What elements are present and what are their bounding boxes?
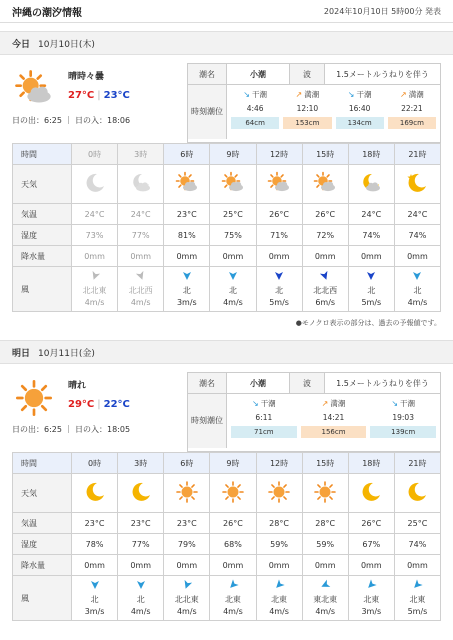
sun-cloud-icon bbox=[267, 188, 291, 197]
precipitation-row bbox=[13, 246, 441, 267]
tide-name-label: 潮名 bbox=[188, 373, 227, 393]
sun-cloud-icon bbox=[313, 188, 337, 197]
humidity-cell: 73% bbox=[72, 225, 118, 246]
temp-separator: | bbox=[97, 399, 101, 410]
hour-cell: 3時 bbox=[118, 453, 164, 474]
high-temp: 27°C bbox=[68, 90, 95, 101]
humidity-cell: 77% bbox=[118, 225, 164, 246]
humidity-cell: 77% bbox=[118, 534, 164, 555]
humidity-row bbox=[13, 225, 441, 246]
tide-event bbox=[301, 398, 367, 448]
wind-direction: 北東 bbox=[363, 594, 380, 604]
wind-speed: 6m/s bbox=[315, 297, 336, 307]
wind-direction-arrow-icon bbox=[320, 271, 330, 284]
low-temp: 23°C bbox=[103, 90, 130, 101]
wind-cell bbox=[118, 267, 164, 312]
tide-height: 71cm bbox=[231, 426, 297, 438]
weather-cell bbox=[164, 165, 210, 204]
weather-summary bbox=[12, 63, 187, 143]
wind-direction-arrow-icon bbox=[136, 271, 146, 284]
tide-height: 156cm bbox=[301, 426, 367, 438]
tide-height: 134cm bbox=[336, 117, 384, 129]
wind-row bbox=[13, 576, 441, 621]
arrow-down-right-icon: ↘ bbox=[243, 90, 250, 99]
wind-direction: 北北東 bbox=[82, 285, 107, 295]
precipitation-cell: 0mm bbox=[302, 555, 348, 576]
sunrise-sunset: 日の出：6:25 ｜ 日の入：18:06 bbox=[12, 116, 131, 125]
hour-row bbox=[13, 453, 441, 474]
humidity-row bbox=[13, 534, 441, 555]
tide-info bbox=[187, 372, 441, 452]
sun-icon bbox=[313, 497, 337, 506]
wave-label: 波 bbox=[290, 64, 325, 84]
temperature-range bbox=[68, 399, 130, 410]
day-label: 今日 bbox=[12, 39, 31, 50]
temp-cell: 26°C bbox=[348, 513, 394, 534]
tide-type: 干潮 bbox=[356, 90, 372, 99]
temperature-range bbox=[68, 90, 130, 101]
wind-cell bbox=[118, 576, 164, 621]
row-label: 風 bbox=[13, 576, 72, 621]
tide-type: 干潮 bbox=[251, 90, 267, 99]
moon-icon bbox=[83, 497, 107, 506]
wind-cell bbox=[348, 576, 394, 621]
temp-separator: | bbox=[97, 90, 101, 101]
wind-direction-arrow-icon bbox=[274, 271, 284, 284]
humidity-cell: 79% bbox=[164, 534, 210, 555]
tide-type: 満潮 bbox=[408, 90, 424, 99]
hour-cell: 6時 bbox=[164, 453, 210, 474]
wind-direction-arrow-icon bbox=[90, 580, 100, 593]
wind-speed: 5m/s bbox=[269, 297, 289, 307]
tide-event bbox=[231, 89, 279, 139]
tide-height: 64cm bbox=[231, 117, 279, 129]
wind-cell bbox=[394, 267, 440, 312]
hour-cell: 12時 bbox=[256, 453, 302, 474]
wind-direction: 北 bbox=[367, 285, 376, 295]
weather-summary bbox=[12, 372, 187, 452]
hour-cell: 21時 bbox=[394, 453, 440, 474]
tide-event bbox=[283, 89, 331, 139]
tide-height: 139cm bbox=[370, 426, 436, 438]
sun-cloud-icon bbox=[175, 188, 199, 197]
tide-event bbox=[231, 398, 297, 448]
wind-speed: 3m/s bbox=[176, 297, 197, 307]
row-label: 天気 bbox=[13, 165, 72, 204]
wind-cell bbox=[72, 267, 118, 312]
weather-cell bbox=[164, 474, 210, 513]
precipitation-cell: 0mm bbox=[256, 555, 302, 576]
tide-time: 12:10 bbox=[296, 104, 319, 113]
temp-cell: 25°C bbox=[394, 513, 440, 534]
wind-direction-arrow-icon bbox=[182, 271, 192, 284]
issue-timestamp: 2024年10月10日 5時00分 発表 bbox=[323, 6, 441, 16]
humidity-cell: 74% bbox=[394, 534, 440, 555]
tide-name-label: 潮名 bbox=[188, 64, 227, 84]
weather-cell bbox=[394, 474, 440, 513]
tide-height: 169cm bbox=[388, 117, 436, 129]
humidity-cell: 59% bbox=[256, 534, 302, 555]
wind-direction-arrow-icon bbox=[90, 271, 100, 284]
weather-cell bbox=[210, 474, 256, 513]
precipitation-cell: 0mm bbox=[256, 246, 302, 267]
wind-direction-arrow-icon bbox=[182, 580, 192, 593]
row-label: 湿度 bbox=[13, 225, 72, 246]
wind-direction: 東北東 bbox=[313, 594, 338, 604]
hour-cell: 6時 bbox=[164, 144, 210, 165]
tide-time: 22:21 bbox=[401, 104, 423, 113]
precipitation-cell: 0mm bbox=[394, 246, 440, 267]
tide-type: 干潮 bbox=[400, 399, 416, 408]
wind-speed: 4m/s bbox=[84, 297, 105, 307]
wind-speed: 4m/s bbox=[407, 297, 428, 307]
wind-speed: 3m/s bbox=[361, 606, 382, 616]
humidity-cell: 81% bbox=[164, 225, 210, 246]
tide-time: 14:21 bbox=[322, 413, 345, 422]
sun-cloud-icon bbox=[14, 69, 54, 111]
tide-event bbox=[336, 89, 384, 139]
low-temp: 22°C bbox=[103, 399, 130, 410]
wind-speed: 4m/s bbox=[176, 606, 197, 616]
weather-cell bbox=[348, 474, 394, 513]
day-date: 10月10日(木) bbox=[38, 39, 95, 50]
weather-cell bbox=[118, 165, 164, 204]
precipitation-cell: 0mm bbox=[118, 246, 164, 267]
wind-speed: 3m/s bbox=[84, 606, 105, 616]
hour-row bbox=[13, 144, 441, 165]
wind-direction: 北 bbox=[90, 594, 99, 604]
row-label: 風 bbox=[13, 267, 72, 312]
wind-cell bbox=[164, 576, 210, 621]
wind-direction-arrow-icon bbox=[320, 580, 330, 593]
wind-cell bbox=[394, 576, 440, 621]
weather-cell bbox=[302, 474, 348, 513]
weather-condition: 晴れ bbox=[68, 381, 87, 391]
humidity-cell: 68% bbox=[210, 534, 256, 555]
hourly-forecast-table bbox=[12, 452, 441, 621]
tide-type: 干潮 bbox=[260, 399, 276, 408]
precipitation-cell: 0mm bbox=[72, 555, 118, 576]
wind-speed: 4m/s bbox=[130, 606, 151, 616]
wind-cell bbox=[302, 267, 348, 312]
humidity-cell: 72% bbox=[302, 225, 348, 246]
humidity-cell: 67% bbox=[348, 534, 394, 555]
precipitation-cell: 0mm bbox=[394, 555, 440, 576]
arrow-up-right-icon: ↗ bbox=[400, 90, 407, 99]
moon-cloud-icon bbox=[129, 188, 153, 197]
temperature-row bbox=[13, 513, 441, 534]
tide-type: 満潮 bbox=[330, 399, 346, 408]
wind-direction: 北 bbox=[136, 594, 145, 604]
humidity-cell: 74% bbox=[394, 225, 440, 246]
hour-cell: 3時 bbox=[118, 144, 164, 165]
sun-cloud-icon bbox=[221, 188, 245, 197]
humidity-cell: 71% bbox=[256, 225, 302, 246]
hour-cell: 18時 bbox=[348, 144, 394, 165]
wind-direction-arrow-icon bbox=[228, 580, 238, 593]
tide-time: 6:11 bbox=[255, 413, 273, 422]
wind-speed: 4m/s bbox=[269, 606, 289, 616]
wind-speed: 4m/s bbox=[315, 606, 336, 616]
weather-cell bbox=[210, 165, 256, 204]
hour-cell: 9時 bbox=[210, 144, 256, 165]
tide-height: 153cm bbox=[283, 117, 331, 129]
day-summary bbox=[0, 364, 453, 452]
tide-name: 小潮 bbox=[227, 64, 290, 84]
tide-type: 満潮 bbox=[304, 90, 320, 99]
tide-time: 4:46 bbox=[246, 104, 264, 113]
tide-event bbox=[388, 89, 436, 139]
weather-condition: 晴時々曇 bbox=[68, 72, 105, 82]
temp-cell: 28°C bbox=[302, 513, 348, 534]
weather-row bbox=[13, 165, 441, 204]
row-label: 天気 bbox=[13, 474, 72, 513]
wind-direction-arrow-icon bbox=[366, 580, 376, 593]
wind-speed: 5m/s bbox=[407, 606, 428, 616]
wind-direction: 北 bbox=[182, 285, 191, 295]
day-label: 明日 bbox=[12, 348, 31, 359]
wind-direction: 北 bbox=[413, 285, 422, 295]
day-sections bbox=[0, 31, 453, 621]
humidity-cell: 59% bbox=[302, 534, 348, 555]
temperature-row bbox=[13, 204, 441, 225]
day-date: 10月11日(金) bbox=[38, 348, 95, 359]
arrow-up-right-icon: ↗ bbox=[295, 90, 303, 99]
moon-icon bbox=[83, 188, 107, 197]
temp-cell: 26°C bbox=[210, 513, 256, 534]
sunrise-sunset: 日の出：6:25 ｜ 日の入：18:05 bbox=[12, 425, 131, 434]
hour-cell: 18時 bbox=[348, 453, 394, 474]
temp-cell: 25°C bbox=[210, 204, 256, 225]
humidity-cell: 75% bbox=[210, 225, 256, 246]
precipitation-cell: 0mm bbox=[348, 246, 394, 267]
wind-direction: 北東 bbox=[224, 594, 241, 604]
row-label: 気温 bbox=[13, 204, 72, 225]
wind-row bbox=[13, 267, 441, 312]
hour-cell: 15時 bbox=[302, 144, 348, 165]
wind-speed: 5m/s bbox=[361, 297, 382, 307]
precipitation-cell: 0mm bbox=[210, 555, 256, 576]
day-header bbox=[0, 340, 453, 364]
high-temp: 29°C bbox=[68, 399, 95, 410]
moon-icon bbox=[129, 497, 153, 506]
wind-direction: 北北西 bbox=[313, 285, 338, 295]
precipitation-cell: 0mm bbox=[348, 555, 394, 576]
page-title: 沖縄の潮汐情報 bbox=[12, 7, 82, 19]
temp-cell: 23°C bbox=[164, 204, 210, 225]
tide-event bbox=[370, 398, 436, 448]
wind-speed: 4m/s bbox=[223, 606, 243, 616]
weather-cell bbox=[394, 165, 440, 204]
wind-cell bbox=[348, 267, 394, 312]
temp-cell: 24°C bbox=[348, 204, 394, 225]
wave-value: 1.5メートルうねりを伴う bbox=[336, 378, 429, 388]
weather-cell bbox=[72, 474, 118, 513]
weather-cell bbox=[348, 165, 394, 204]
wind-cell bbox=[256, 267, 302, 312]
row-label: 降水量 bbox=[13, 555, 72, 576]
precipitation-cell: 0mm bbox=[72, 246, 118, 267]
hour-cell: 15時 bbox=[302, 453, 348, 474]
hourly-forecast-table bbox=[12, 143, 441, 312]
precipitation-cell: 0mm bbox=[118, 555, 164, 576]
humidity-cell: 74% bbox=[348, 225, 394, 246]
temp-cell: 23°C bbox=[72, 513, 118, 534]
day-summary bbox=[0, 55, 453, 143]
hour-cell: 21時 bbox=[394, 144, 440, 165]
precipitation-row bbox=[13, 555, 441, 576]
tide-time-level-label: 時刻 潮位 bbox=[188, 85, 227, 139]
arrow-down-right-icon: ↘ bbox=[347, 90, 355, 99]
temp-cell: 26°C bbox=[256, 204, 302, 225]
sun-icon bbox=[221, 497, 245, 506]
weather-cell bbox=[256, 474, 302, 513]
precipitation-cell: 0mm bbox=[210, 246, 256, 267]
sun-icon bbox=[14, 378, 54, 420]
moon-star-icon bbox=[405, 188, 429, 197]
weather-cell bbox=[118, 474, 164, 513]
wind-direction: 北 bbox=[275, 285, 284, 295]
weather-cell bbox=[302, 165, 348, 204]
wind-cell bbox=[72, 576, 118, 621]
temp-cell: 26°C bbox=[302, 204, 348, 225]
hour-cell: 12時 bbox=[256, 144, 302, 165]
row-label: 気温 bbox=[13, 513, 72, 534]
wind-cell bbox=[210, 576, 256, 621]
temp-cell: 24°C bbox=[394, 204, 440, 225]
wind-cell bbox=[256, 576, 302, 621]
row-label: 降水量 bbox=[13, 246, 72, 267]
moon-icon bbox=[359, 497, 383, 506]
sun-icon bbox=[267, 497, 291, 506]
weather-cell bbox=[256, 165, 302, 204]
temp-cell: 24°C bbox=[118, 204, 164, 225]
arrow-up-right-icon: ↗ bbox=[321, 399, 329, 408]
precipitation-cell: 0mm bbox=[164, 246, 210, 267]
wind-direction: 北 bbox=[228, 285, 237, 295]
wave-value: 1.5メートルうねりを伴う bbox=[336, 69, 429, 79]
humidity-cell: 78% bbox=[72, 534, 118, 555]
temp-cell: 23°C bbox=[118, 513, 164, 534]
temp-cell: 24°C bbox=[72, 204, 118, 225]
sun-icon bbox=[175, 497, 199, 506]
page-header bbox=[0, 0, 453, 23]
wind-direction: 北北西 bbox=[128, 285, 153, 295]
precipitation-cell: 0mm bbox=[164, 555, 210, 576]
hour-cell: 0時 bbox=[72, 144, 118, 165]
wind-direction-arrow-icon bbox=[366, 271, 376, 284]
temp-cell: 28°C bbox=[256, 513, 302, 534]
wind-direction-arrow-icon bbox=[412, 580, 422, 593]
wind-cell bbox=[164, 267, 210, 312]
wind-direction: 北東 bbox=[409, 594, 426, 604]
tide-time: 16:40 bbox=[348, 104, 371, 113]
wind-speed: 4m/s bbox=[223, 297, 243, 307]
hour-cell: 0時 bbox=[72, 453, 118, 474]
tide-info bbox=[187, 63, 441, 143]
past-forecast-note: ●モノクロ表示の部分は、過去の予報値です。 bbox=[295, 319, 441, 327]
wind-direction-arrow-icon bbox=[412, 271, 422, 284]
row-label: 時間 bbox=[13, 144, 72, 165]
day-header bbox=[0, 31, 453, 55]
wind-direction-arrow-icon bbox=[136, 580, 146, 593]
wind-cell bbox=[210, 267, 256, 312]
wind-direction-arrow-icon bbox=[228, 271, 238, 284]
tide-time: 19:03 bbox=[392, 413, 414, 422]
wind-direction-arrow-icon bbox=[274, 580, 284, 593]
wind-speed: 4m/s bbox=[130, 297, 151, 307]
precipitation-cell: 0mm bbox=[302, 246, 348, 267]
weather-cell bbox=[72, 165, 118, 204]
arrow-down-right-icon: ↘ bbox=[391, 399, 399, 408]
row-label: 湿度 bbox=[13, 534, 72, 555]
tide-name: 小潮 bbox=[227, 373, 290, 393]
tide-time-level-label: 時刻 潮位 bbox=[188, 394, 227, 448]
weather-row bbox=[13, 474, 441, 513]
wave-label: 波 bbox=[290, 373, 325, 393]
hour-cell: 9時 bbox=[210, 453, 256, 474]
arrow-down-right-icon: ↘ bbox=[251, 399, 259, 408]
moon-cloud-icon bbox=[359, 188, 383, 197]
wind-direction: 北北東 bbox=[174, 594, 199, 604]
temp-cell: 23°C bbox=[164, 513, 210, 534]
wind-cell bbox=[302, 576, 348, 621]
row-label: 時間 bbox=[13, 453, 72, 474]
wind-direction: 北東 bbox=[271, 594, 288, 604]
moon-icon bbox=[405, 497, 429, 506]
